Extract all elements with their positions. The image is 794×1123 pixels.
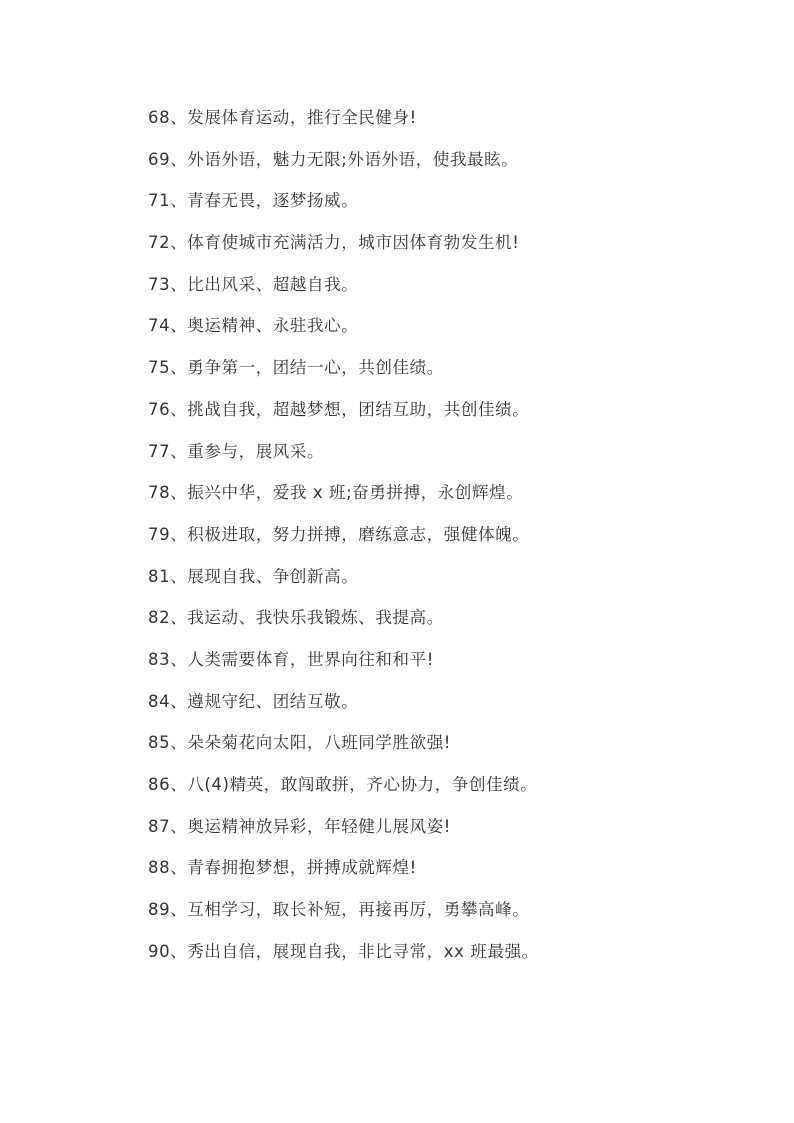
slogan-line: 78、振兴中华，爱我 x 班;奋勇拼搏，永创辉煌。 bbox=[148, 483, 524, 503]
slogan-line: 79、积极进取，努力拼搏，磨练意志，强健体魄。 bbox=[148, 524, 530, 544]
slogan-line: 74、奥运精神、永驻我心。 bbox=[148, 316, 359, 336]
slogan-line: 84、遵规守纪、团结互敬。 bbox=[148, 691, 359, 711]
slogan-line: 89、互相学习，取长补短，再接再厉，勇攀高峰。 bbox=[148, 900, 530, 920]
slogan-line: 87、奥运精神放异彩，年轻健儿展风姿! bbox=[148, 816, 452, 836]
slogan-line: 73、比出风采、超越自我。 bbox=[148, 274, 359, 294]
slogan-line: 72、体育使城市充满活力，城市因体育勃发生机! bbox=[148, 233, 520, 253]
slogan-line: 77、重参与，展风采。 bbox=[148, 441, 325, 461]
slogan-line: 88、青春拥抱梦想，拼搏成就辉煌! bbox=[148, 858, 417, 878]
slogan-line: 71、青春无畏，逐梦扬威。 bbox=[148, 191, 359, 211]
slogan-line: 75、勇争第一，团结一心，共创佳绩。 bbox=[148, 358, 444, 378]
slogan-line: 81、展现自我、争创新高。 bbox=[148, 566, 359, 586]
slogan-line: 85、朵朵菊花向太阳，八班同学胜欲强! bbox=[148, 733, 452, 753]
slogan-line: 82、我运动、我快乐我锻炼、我提高。 bbox=[148, 608, 444, 628]
slogan-line: 68、发展体育运动，推行全民健身! bbox=[148, 108, 417, 127]
slogan-line: 86、八(4)精英，敢闯敢拼，齐心协力，争创佳绩。 bbox=[148, 775, 538, 794]
slogan-line: 76、挑战自我，超越梦想，团结互助，共创佳绩。 bbox=[148, 399, 530, 419]
slogan-line: 83、人类需要体育，世界向往和和平! bbox=[148, 649, 434, 669]
slogan-list bbox=[148, 104, 768, 979]
slogan-line: 69、外语外语，魅力无限;外语外语，使我最眩。 bbox=[148, 149, 519, 169]
slogan-line: 90、秀出自信，展现自我，非比寻常，xx 班最强。 bbox=[148, 941, 539, 961]
